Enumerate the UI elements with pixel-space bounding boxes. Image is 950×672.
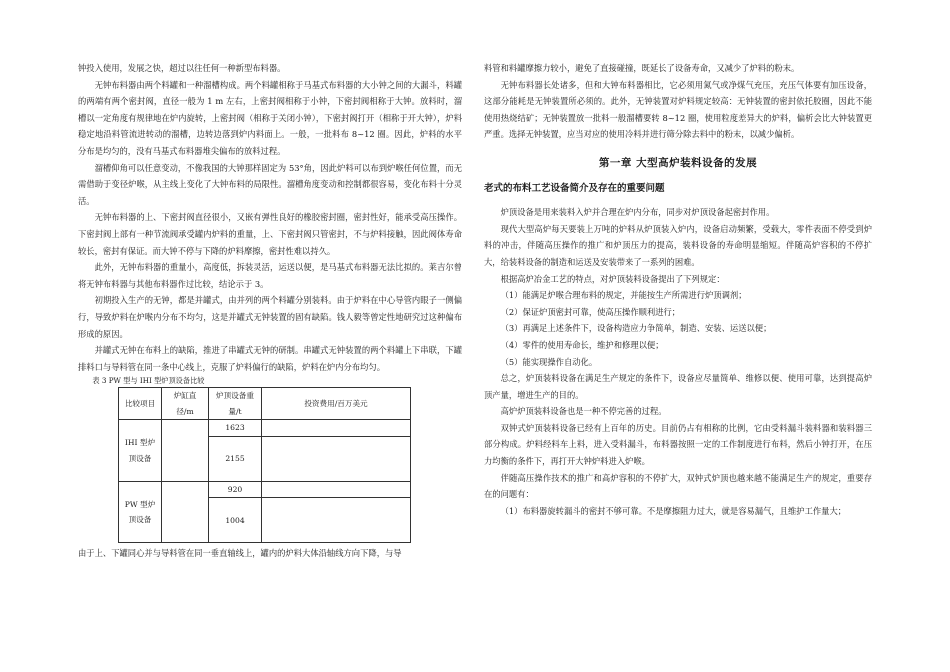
table-header-row [119,388,411,420]
paragraph: 此外，无钟布料器的重量小，高度低，拆装灵活，运送以便，是马基式布料器无法比拟的。莱吉尔曾将无钟布料器与其他布料器作过比较，结论示于 3。 [78,262,462,289]
list-item: （3）再满足上述条件下，设备构造应力争简单，制造、安装、运送以便； [500,323,772,334]
chapter-heading: 第一章 大型高炉装料设备的发展 [598,156,758,169]
paragraph: 双钟式炉顶装料设备已经有上百年的历史。目前仍占有相称的比例，它由受料漏斗装料器和装料器三部分构成。炉料经料车上料，进入受料漏斗，布料器按照一定的工作制度进行布料，然后小钟打开，在压力均衡的条件下，再打开大钟炉料进入炉喉。 [484,422,872,467]
paragraph: 初期投入生产的无钟，都是并罐式，由并列的两个料罐分别装料。由于炉料在中心导管内眼子一侧偏行，导致炉料在炉喉内分布不均匀，这是并罐式无钟装置的固有缺陷。钱人毅等曾定性地研究过这种偏布形成的原因。 [78,295,462,339]
paragraph: 伴随高压操作技术的推广和高炉容积的不停扩大，双钟式炉顶也越来越不能满足生产的规定，重要存在的问题有： [484,472,872,500]
table-cell [262,420,411,437]
table-caption: 表 3 PW 型与 IHI 型炉顶设备比较 [92,376,205,386]
paragraph: 料管和料罐摩擦力较小，避免了直接碰撞，既延长了设备寿命，又减少了炉料的粉末。 [484,63,800,73]
paragraph: （1）布料器旋转漏斗的密封不够可靠。不是摩擦阻力过大，就是容易漏气，且维护工作量大； [500,505,847,516]
table-cell-value: 2155 [209,436,262,481]
paragraph: 钟投入使用，发展之快，超过以往任何一种新型布料器。 [78,63,286,73]
paragraph: 并罐式无钟在布料上的缺陷，推进了串罐式无钟的研制。串罐式无钟装置的两个料罐上下串联，下罐排料口与导料管在同一条中心线上，克服了炉料偏行的缺陷，炉料在炉内分布均匀。 [78,345,462,372]
table-row [119,481,411,498]
table-cell [162,420,209,482]
table-header-cell: 炉缸直径/m [162,388,209,420]
left-column [78,60,462,562]
table-cell-value: 1004 [209,498,262,543]
section-heading: 老式的布料工艺设备简介及存在的重要问题 [484,182,665,194]
paragraph: 高炉炉顶装料设备也是一种不停完善的过程。 [500,406,667,417]
list-item: （5）能实现操作自动化。 [500,356,598,367]
table-cell [162,481,209,543]
table-cell-label: IHI 型炉顶设备 [119,420,162,482]
table-cell [262,481,411,498]
list-item: （4）零件的使用寿命长，维护和修理以便； [500,339,664,350]
paragraph: 无钟布料器的上、下密封阀直径很小，又嵌有弹性良好的橡胶密封圈，密封性好，能承受高压操作。下密封阀上部有一种节流阀承受罐内炉料的重量，上、下密封阀只管密封，不与炉料接触，因此阀体寿命较长，密封有保证。而大钟不停与下降的炉料摩擦，密封性难以持久。 [78,212,462,256]
table-header-cell: 炉顶设备重量/t [209,388,262,420]
paragraph: 现代大型高炉每天要装上万吨的炉料从炉顶装入炉内，设备启动频繁，受载大，零件表面不停受到炉料的冲击，伴随高压操作的推广和炉顶压力的提高，装料设备的寿命明显缩短。伴随高炉容积的不停扩大，给装料设备的制造和运送及安装带来了一系列的困难。 [484,223,872,267]
list-item: （2）保证炉顶密封可靠，使高压操作顺利进行； [500,306,681,317]
list-item: （1）能满足炉喉合理布料的规定，并能按生产所需进行炉顶调剂； [500,290,747,301]
table-header-cell: 投资费用/百万美元 [262,388,411,420]
paragraph: 根据高炉冶金工艺的特点，对炉顶装料设备提出了下列规定： [500,273,725,284]
paragraph: 无钟布料器由两个料罐和一种溜槽构成。两个料罐相称于马基式布料器的大小钟之间的大漏斗，料罐的两端有两个密封阀，直径一般为 1 m 左右，上密封阀相称于小钟，下密封阀相称于大钟。放料时，溜槽以一定角度有规律地在炉内旋转，上密封阀（相称于关闭小钟），下密封阀打开（相称于开大钟），炉料稳定地沿料管流进转动的溜槽，边转边落到炉内料面上。一般，一批料布 8~12 圈。因此，炉料的水平分布是均匀的，没有马基式布料器堆尖偏布的放料过程。 [78,79,462,156]
comparison-table [118,387,411,543]
table-cell-label: PW 型炉顶设备 [119,481,162,543]
paragraph: 炉顶设备是用来装料入炉并合理在炉内分布，同步对炉顶设备起密封作用。 [500,207,775,218]
table-row [119,420,411,437]
paragraph: 无钟布料器长处诸多，但和大钟布料器相比，它必须用氮气或净煤气充压，充压气体要有加压设备，这部分能耗是无钟装置所必须的。此外，无钟装置对炉料规定较高：无钟装置的密封依托胶圈，因此不能使用热烧结矿；无钟装置放一批料一般溜槽要转 8~12 圈，使用粒度差异大的炉料，偏析会比大钟装置更严重。选择无钟装置，应当对应的使用冷料并进行筛分除去料中的粉末，以减少偏析。 [484,79,872,140]
right-column [484,60,872,519]
table-cell-value: 1623 [209,420,262,437]
paragraph: 溜槽仰角可以任意变动，不像我国的大钟那样固定为 53°角，因此炉料可以布到炉喉任何位置，而无需借助于变径炉喉，从主线上变化了大钟布料的局限性。溜槽角度变动和控制都很容易，变化布料十分灵活。 [78,162,462,206]
table-cell-value: 920 [209,481,262,498]
table-cell [262,498,411,543]
table-cell [262,436,411,481]
table-header-cell: 比较项目 [119,388,162,420]
paragraph: 总之，炉顶装料设备在满足生产规定的条件下，设备应尽量简单、维修以便、使用可靠，达到提高炉顶产量，增进生产的目的。 [484,373,872,400]
paragraph: 由于上、下罐同心并与导料管在同一垂直轴线上，罐内的炉料大体沿轴线方向下降，与导 [78,548,402,559]
